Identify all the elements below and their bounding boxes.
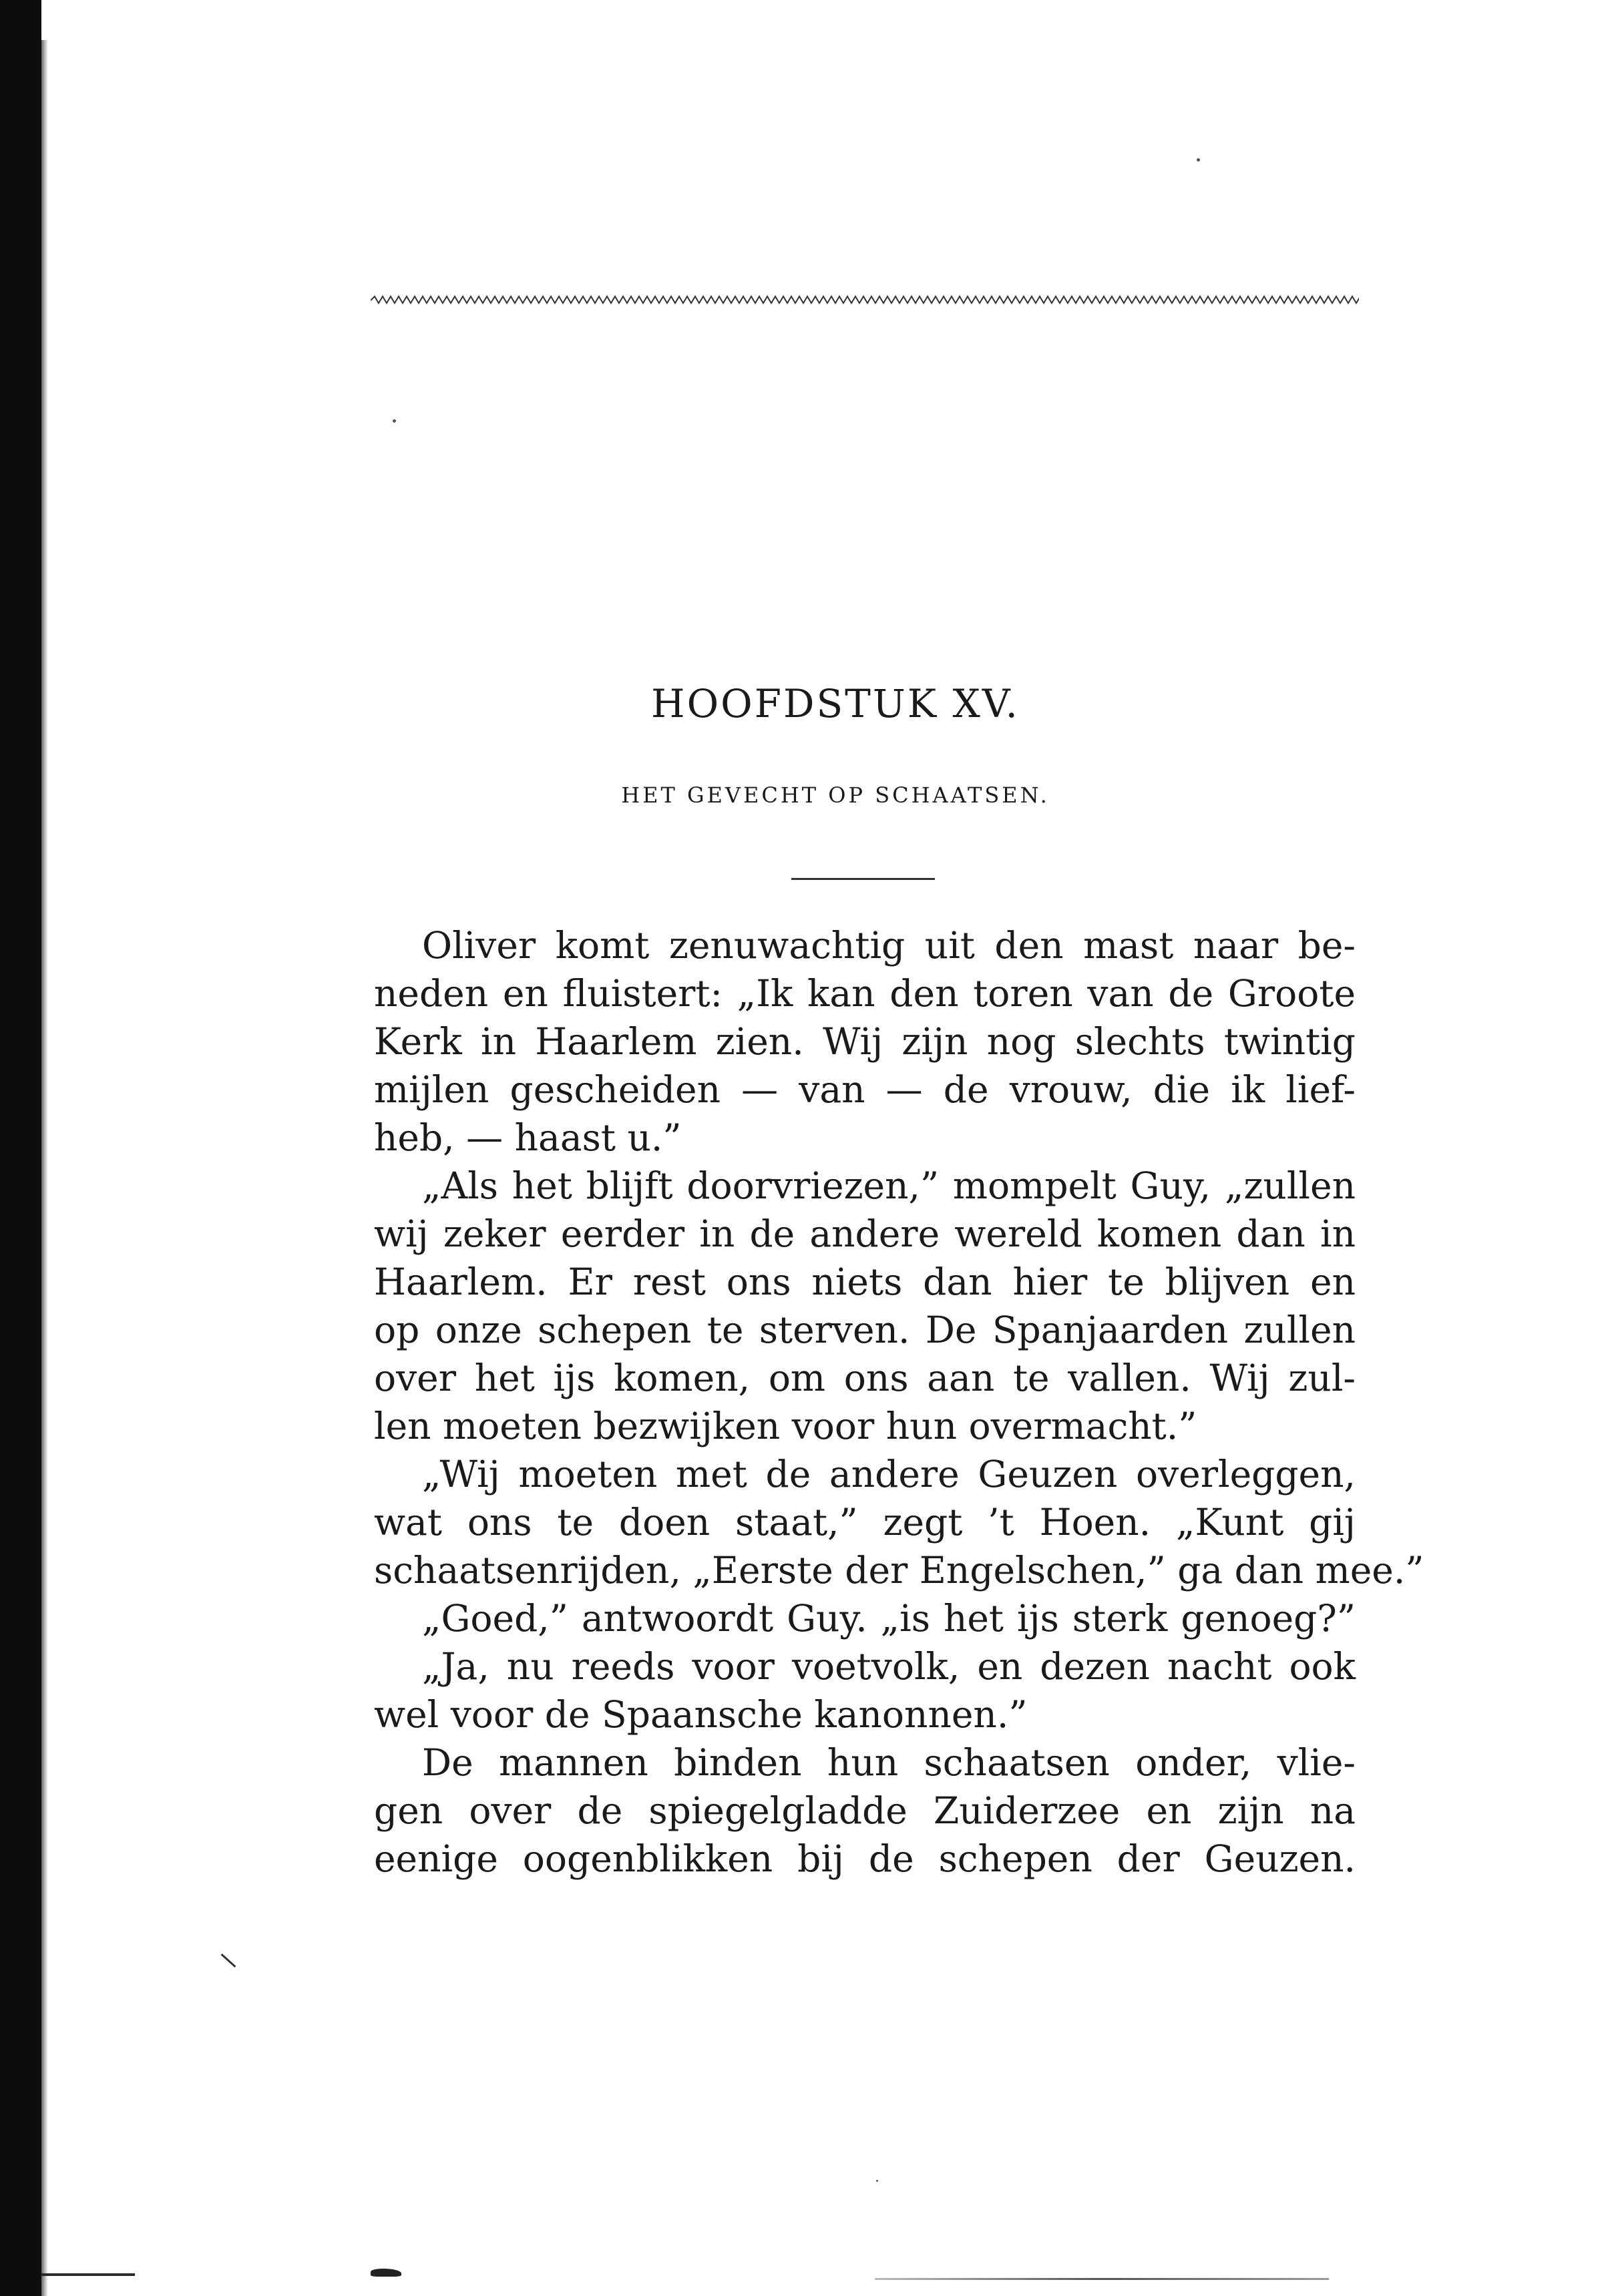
text-line: „Wij moeten met de andere Geuzen overleggen, bbox=[422, 1453, 1356, 1496]
stray-dot-2 bbox=[393, 419, 396, 423]
stray-dot-3 bbox=[876, 2180, 878, 2182]
footer-smudge bbox=[371, 2269, 401, 2277]
text-line: Oliver komt zenuwachtig uit den mast naar be- bbox=[422, 924, 1356, 967]
text-line: „Als het blijft doorvriezen,” mompelt Guy, „zullen bbox=[422, 1164, 1356, 1207]
text-line: op onze schepen te sterven. De Spanjaarden zullen bbox=[374, 1309, 1356, 1351]
text-line: wel voor de Spaansche kanonnen.” bbox=[374, 1693, 1028, 1736]
chapter-subtitle: HET GEVECHT OP SCHAATSEN. bbox=[621, 782, 1050, 808]
text-line: over het ijs komen, om ons aan te vallen. Wij zul- bbox=[374, 1357, 1356, 1399]
page-binding-fade bbox=[41, 0, 48, 2296]
text-line: wat ons te doen staat,” zegt ’t Hoen. „Kunt gij bbox=[374, 1501, 1356, 1544]
stray-dot-1 bbox=[1197, 158, 1200, 162]
body-text bbox=[374, 921, 1424, 1883]
stray-pen-mark bbox=[221, 1954, 236, 1968]
text-line: len moeten bezwijken voor hun overmacht.” bbox=[374, 1405, 1197, 1447]
page-binding-shadow bbox=[0, 0, 41, 2296]
text-line: eenige oogenblikken bij de schepen der Geuzen. bbox=[374, 1837, 1356, 1880]
page-binding-foot bbox=[41, 2273, 135, 2276]
page-binding-notch bbox=[41, 0, 51, 40]
text-line: gen over de spiegelgladde Zuiderzee en zijn na bbox=[374, 1789, 1356, 1832]
text-line: mijlen gescheiden — van — de vrouw, die ik lief- bbox=[374, 1068, 1356, 1111]
text-line: heb, — haast u.” bbox=[374, 1116, 682, 1159]
text-line: „Ja, nu reeds voor voetvolk, en dezen nacht ook bbox=[422, 1645, 1356, 1688]
text-line: schaatsenrijden, „Eerste der Engelschen,” ga dan mee.” bbox=[374, 1549, 1424, 1592]
text-line: wij zeker eerder in de andere wereld komen dan in bbox=[374, 1212, 1356, 1255]
text-line: neden en fluistert: „Ik kan den toren van de Groote bbox=[374, 972, 1356, 1015]
wavy-ornament-rule bbox=[371, 294, 1359, 307]
text-line: Haarlem. Er rest ons niets dan hier te blijven en bbox=[374, 1260, 1356, 1303]
title-rule bbox=[791, 878, 935, 880]
chapter-title: HOOFDSTUK XV. bbox=[651, 681, 1020, 726]
footer-edge-line bbox=[875, 2278, 1329, 2280]
text-line: De mannen binden hun schaatsen onder, vlie- bbox=[422, 1741, 1356, 1784]
text-line: „Goed,” antwoordt Guy. „is het ijs sterk genoeg?” bbox=[422, 1597, 1356, 1640]
text-line: Kerk in Haarlem zien. Wij zijn nog slechts twintig bbox=[374, 1020, 1356, 1063]
